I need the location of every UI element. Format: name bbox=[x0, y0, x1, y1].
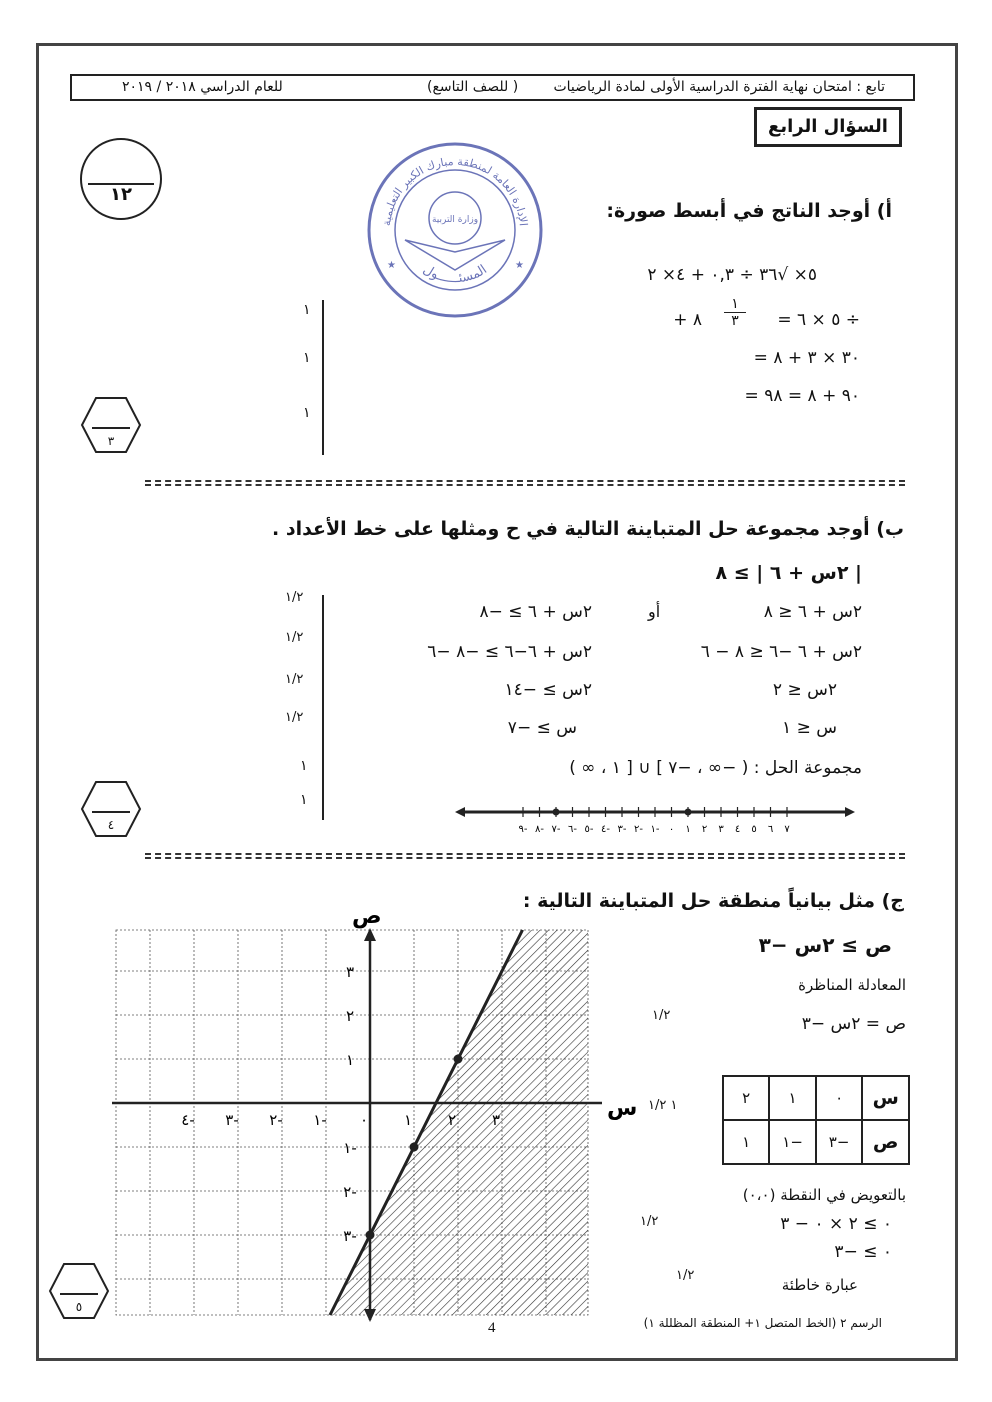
svg-text:وزارة التربية: وزارة التربية bbox=[431, 215, 479, 225]
part-a-step-2: = ٣٠ × ٣ + ٨ bbox=[753, 348, 860, 368]
inequality-graph bbox=[112, 904, 638, 1325]
part-b-solution-set: مجموعة الحل : ( −∞ ، −٧ ] ∪ [ ١ ، ∞ ) bbox=[569, 758, 862, 778]
svg-text:★: ★ bbox=[387, 260, 396, 271]
part-a-step-1a: = ٥ × ٦ ÷ bbox=[777, 310, 860, 330]
part-c-mark-2: ١ ١/٢ bbox=[648, 1098, 678, 1113]
total-score-circle bbox=[80, 138, 162, 220]
x-tick-label: ٢- bbox=[269, 1111, 283, 1129]
y-axis-label: ص bbox=[352, 904, 382, 929]
page-number: 4 bbox=[488, 1320, 496, 1336]
y-tick-label: ٢ bbox=[345, 1007, 355, 1025]
x-tick-label: ٣- bbox=[225, 1111, 239, 1129]
number-line-label: ٦ bbox=[767, 824, 774, 835]
solution-region bbox=[330, 930, 588, 1315]
part-b-right-step-1: ٢س + ٦ ≤ ٨ bbox=[763, 602, 862, 622]
part-b-mark-2: ١/٢ bbox=[285, 630, 304, 645]
exam-header bbox=[70, 74, 915, 101]
separator-1 bbox=[145, 480, 905, 486]
part-a-fraction bbox=[724, 296, 746, 329]
part-b-right-step-4: س ≤ ١ bbox=[782, 718, 837, 738]
part-b-mark-1: ١/٢ bbox=[285, 590, 304, 605]
part-b-left-step-1: ٢س + ٦ ≥ −٨ bbox=[479, 602, 592, 622]
number-line-label: ٧- bbox=[551, 824, 561, 835]
part-c-result: عبارة خاطئة bbox=[781, 1276, 858, 1294]
part-b-right-step-2: ٢س + ٦ −٦ ≤ ٨ − ٦ bbox=[700, 642, 862, 662]
part-b-mark-6: ١ bbox=[300, 792, 308, 808]
part-c-mark-3: ١/٢ bbox=[640, 1214, 659, 1229]
svg-text:★: ★ bbox=[515, 260, 524, 271]
official-stamp-icon bbox=[365, 140, 545, 320]
plot-point bbox=[454, 1055, 463, 1064]
x-tick-label: ٣ bbox=[491, 1111, 501, 1129]
number-line-label: ٢- bbox=[634, 824, 643, 835]
part-b-left-step-2: ٢س + ٦−٦ ≥ −٨ −٦ bbox=[427, 642, 592, 662]
y-tick-label: ١ bbox=[345, 1051, 355, 1069]
part-c-inequality: ص ≥ ٢س −٣ bbox=[758, 933, 892, 957]
part-b-or: أو bbox=[648, 602, 661, 621]
values-table bbox=[722, 1075, 910, 1165]
part-a-step-1b: + ٨ bbox=[673, 310, 702, 330]
part-a-frac-den: ٣ bbox=[731, 313, 739, 329]
part-a-expression: ٥× √٣٦ ÷ ٠,٣ + ٤× ٢ bbox=[647, 265, 817, 285]
number-line-label: ٦- bbox=[568, 824, 577, 835]
svg-text:الإدارة العامة لمنطقة مبارك ال: الإدارة العامة لمنطقة مبارك الكبير التعليمية bbox=[380, 154, 530, 227]
x-axis-label: س bbox=[607, 1096, 638, 1121]
number-line bbox=[455, 800, 855, 836]
table-y-header: ص bbox=[862, 1120, 909, 1164]
part-b-left-step-3: ٢س ≥ −١٤ bbox=[504, 680, 592, 700]
part-b-mark-5: ١ bbox=[300, 758, 308, 774]
part-b-title: ب) أوجد مجموعة حل المتباينة التالية في ح ومثلها على خط الأعداد . bbox=[271, 518, 904, 540]
part-c-test-line-1: ٠ ≥ ٢ × ٠ − ٣ bbox=[780, 1214, 892, 1234]
part-b-mark-3: ١/٢ bbox=[285, 672, 304, 687]
x-tick-label: ٠ bbox=[359, 1111, 369, 1129]
number-line-label: ٠ bbox=[668, 824, 675, 835]
number-line-endpoint bbox=[553, 809, 560, 816]
table-y-1: −١ bbox=[769, 1120, 816, 1164]
part-b-mark-4: ١/٢ bbox=[285, 710, 304, 725]
header-year: للعام الدراسي ٢٠١٨ / ٢٠١٩ bbox=[122, 79, 283, 95]
part-a-step-3: = ٩٠ + ٨ = ٩٨ bbox=[744, 386, 860, 406]
y-tick-label: ٣- bbox=[343, 1227, 357, 1245]
number-line-label: ١ bbox=[685, 824, 691, 835]
number-line-label: ٧ bbox=[784, 824, 790, 835]
number-line-label: ١- bbox=[650, 824, 660, 835]
number-line-label: ٩- bbox=[518, 824, 528, 835]
x-tick-label: ١ bbox=[403, 1111, 413, 1129]
part-a-frac-num: ١ bbox=[731, 296, 739, 312]
part-a-marks-divider bbox=[322, 300, 324, 455]
part-b-right-step-3: ٢س ≤ ٢ bbox=[772, 680, 837, 700]
table-x-header: س bbox=[862, 1076, 909, 1120]
header-grade: ( للصف التاسع) bbox=[427, 79, 519, 95]
table-x-2: ٢ bbox=[723, 1076, 769, 1120]
part-b-score: ٤ bbox=[107, 818, 115, 832]
number-line-label: ٤- bbox=[601, 824, 610, 835]
part-a-score: ٣ bbox=[107, 434, 115, 448]
table-y-0: −٣ bbox=[816, 1120, 863, 1164]
part-a-mark-1: ١ bbox=[303, 302, 311, 318]
separator-2 bbox=[145, 853, 905, 859]
part-b-inequality: | ٢س + ٦ | ≥ ٨ bbox=[715, 562, 862, 584]
y-tick-label: ٣ bbox=[345, 963, 355, 981]
part-c-test-label: بالتعويض في النقطة (٠،٠) bbox=[742, 1186, 906, 1204]
x-tick-label: ٤- bbox=[181, 1111, 195, 1129]
question-title: السؤال الرابع bbox=[754, 107, 902, 147]
x-tick-label: ١- bbox=[313, 1111, 327, 1129]
plot-point bbox=[366, 1231, 375, 1240]
part-c-equation: ص = ٢س −٣ bbox=[801, 1014, 906, 1034]
part-a-mark-2: ١ bbox=[303, 350, 311, 366]
table-x-1: ١ bbox=[769, 1076, 816, 1120]
part-c-marking-note: الرسم ٢ (الخط المتصل ١+ المنطقة المظللة ١) bbox=[643, 1316, 882, 1330]
number-line-label: ٥- bbox=[584, 824, 594, 835]
svg-text:المسئــــــول: المسئــــــول bbox=[420, 262, 490, 287]
y-tick-label: ٢- bbox=[343, 1183, 357, 1201]
x-tick-label: ٢ bbox=[447, 1111, 457, 1129]
part-b-marks-divider bbox=[322, 595, 324, 820]
number-line-label: ٣- bbox=[617, 824, 627, 835]
plot-point bbox=[410, 1143, 419, 1152]
part-c-mark-4: ١/٢ bbox=[676, 1268, 695, 1283]
part-c-score: ٥ bbox=[75, 1300, 83, 1314]
header-exam-title: تابع : امتحان نهاية الفترة الدراسية الأولى لمادة الرياضيات bbox=[553, 79, 885, 95]
number-line-label: ٤ bbox=[734, 824, 741, 835]
total-score: ١٢ bbox=[110, 184, 132, 205]
part-c-equation-label: المعادلة المناظرة bbox=[798, 976, 906, 994]
number-line-label: ٣ bbox=[718, 824, 724, 835]
part-c-test-line-2: ٠ ≥ −٣ bbox=[834, 1242, 892, 1262]
number-line-label: ٢ bbox=[701, 824, 708, 835]
part-c-title: ج) مثل بيانياً منطقة حل المتباينة التالية : bbox=[522, 890, 904, 912]
table-y-2: ١ bbox=[723, 1120, 769, 1164]
table-x-0: ٠ bbox=[816, 1076, 863, 1120]
part-c-mark-1: ١/٢ bbox=[652, 1008, 671, 1023]
part-a-mark-3: ١ bbox=[303, 405, 311, 421]
number-line-endpoint bbox=[685, 809, 692, 816]
part-b-left-step-4: س ≥ −٧ bbox=[507, 718, 577, 738]
number-line-label: ٥ bbox=[751, 824, 757, 835]
number-line-label: ٨- bbox=[535, 824, 544, 835]
part-a-title: أ) أوجد الناتج في أبسط صورة: bbox=[606, 200, 892, 222]
y-tick-label: ١- bbox=[343, 1139, 357, 1157]
